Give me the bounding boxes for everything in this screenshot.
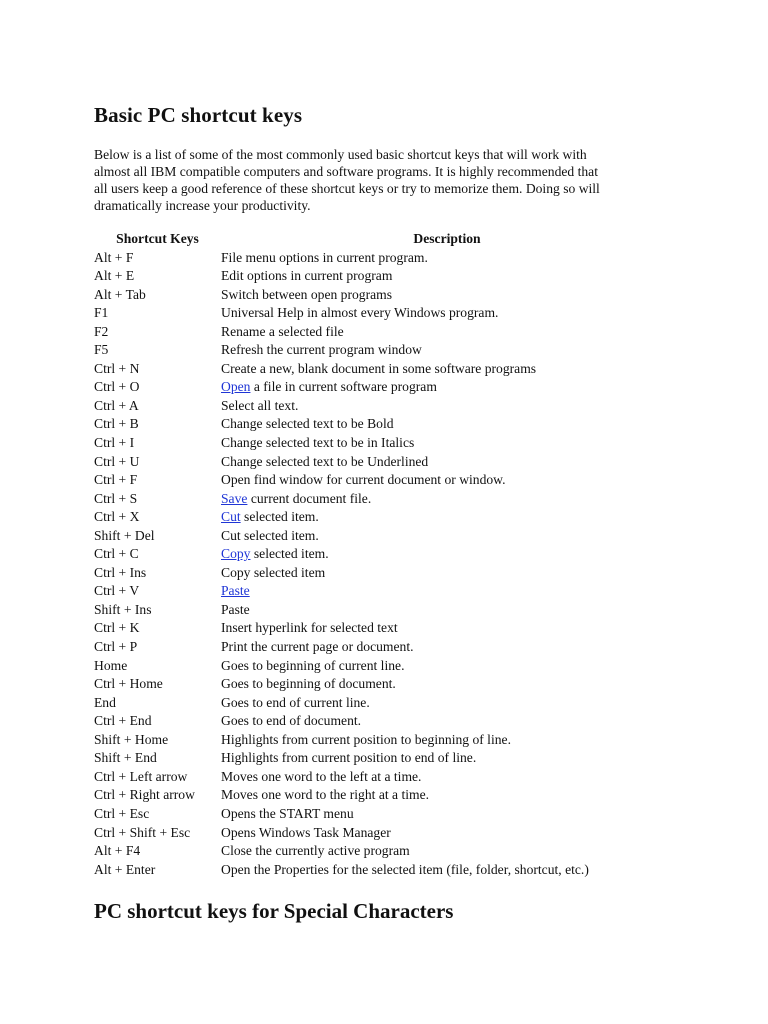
table-row xyxy=(94,397,673,416)
shortcut-key-cell: Ctrl + V xyxy=(94,583,140,599)
shortcut-key-cell: Ctrl + N xyxy=(94,360,140,376)
table-row xyxy=(94,694,673,713)
shortcut-key-cell: Alt + F4 xyxy=(94,843,141,859)
table-row xyxy=(94,341,673,360)
description-text: Universal Help in almost every Windows program. xyxy=(221,305,499,321)
shortcut-table xyxy=(94,230,673,879)
description-cell xyxy=(221,842,673,861)
description-text: Paste xyxy=(221,601,250,617)
description-cell xyxy=(221,360,673,379)
description-link[interactable]: Save xyxy=(221,490,248,506)
description-cell xyxy=(221,564,673,583)
shortcut-key-cell: F1 xyxy=(94,305,109,321)
description-text: Highlights from current position to beginning of line. xyxy=(221,731,511,747)
description-text: File menu options in current program. xyxy=(221,249,428,265)
description-cell xyxy=(221,805,673,824)
shortcut-key-cell: Ctrl + X xyxy=(94,509,140,525)
table-row xyxy=(94,378,673,397)
description-cell xyxy=(221,712,673,731)
shortcut-key-cell: Ctrl + O xyxy=(94,379,140,395)
intro-line: Below is a list of some of the most commonly used basic shortcut keys that will work with xyxy=(94,147,587,162)
shortcut-key-cell: Alt + F xyxy=(94,249,134,265)
description-text: Print the current page or document. xyxy=(221,639,414,655)
description-cell xyxy=(221,323,673,342)
shortcut-key-cell: Ctrl + B xyxy=(94,416,139,432)
table-row xyxy=(94,415,673,434)
description-cell xyxy=(221,545,673,564)
shortcut-key-cell: Ctrl + End xyxy=(94,713,152,729)
description-cell xyxy=(221,341,673,360)
table-row xyxy=(94,527,673,546)
description-cell xyxy=(221,824,673,843)
shortcut-key-cell: Ctrl + Ins xyxy=(94,564,147,580)
shortcut-key-cell: Ctrl + Home xyxy=(94,676,163,692)
description-cell xyxy=(221,786,673,805)
description-cell xyxy=(221,304,673,323)
shortcut-key-cell: F5 xyxy=(94,342,109,358)
shortcut-key-cell: Ctrl + S xyxy=(94,490,138,506)
description-cell xyxy=(221,378,673,397)
description-link[interactable]: Paste xyxy=(221,583,250,599)
header-description: Description xyxy=(413,231,481,246)
table-row xyxy=(94,824,673,843)
description-cell xyxy=(221,453,673,472)
shortcut-key-cell: Ctrl + K xyxy=(94,620,140,636)
description-cell xyxy=(221,582,673,601)
table-row xyxy=(94,601,673,620)
shortcut-key-cell: End xyxy=(94,694,116,710)
table-row xyxy=(94,582,673,601)
description-text: Open the Properties for the selected item (file, folder, shortcut, etc.) xyxy=(221,861,589,877)
description-cell xyxy=(221,638,673,657)
description-cell xyxy=(221,490,673,509)
description-cell xyxy=(221,749,673,768)
shortcut-key-cell: Ctrl + Esc xyxy=(94,805,150,821)
shortcut-key-cell: Alt + E xyxy=(94,268,135,284)
page-title: Basic PC shortcut keys xyxy=(94,103,303,127)
description-text: Create a new, blank document in some software programs xyxy=(221,360,537,376)
shortcut-key-cell: Ctrl + I xyxy=(94,435,135,451)
description-cell xyxy=(221,397,673,416)
shortcut-key-cell: Ctrl + P xyxy=(94,639,138,655)
description-text: Cut selected item. xyxy=(221,527,319,543)
table-row xyxy=(94,545,673,564)
table-row xyxy=(94,861,673,880)
table-row xyxy=(94,786,673,805)
shortcut-key-cell: Home xyxy=(94,657,128,673)
shortcut-key-cell: Ctrl + F xyxy=(94,472,138,488)
description-text: Goes to beginning of current line. xyxy=(221,657,405,673)
table-header-row xyxy=(94,230,673,249)
description-text: Refresh the current program window xyxy=(221,342,422,358)
table-row xyxy=(94,471,673,490)
description-text: Change selected text to be Underlined xyxy=(221,453,429,469)
description-cell xyxy=(221,768,673,787)
shortcut-key-cell: Ctrl + C xyxy=(94,546,139,562)
table-row xyxy=(94,768,673,787)
description-text: Goes to end of current line. xyxy=(221,694,370,710)
description-cell xyxy=(221,508,673,527)
table-row xyxy=(94,842,673,861)
description-text: Copy selected item xyxy=(221,564,326,580)
description-cell xyxy=(221,601,673,620)
table-row xyxy=(94,249,673,268)
intro-line: almost all IBM compatible computers and software programs. It is highly recommended that xyxy=(94,164,598,179)
table-row xyxy=(94,286,673,305)
description-cell xyxy=(221,731,673,750)
intro-paragraph xyxy=(94,146,684,214)
intro-line: all users keep a good reference of these shortcut keys or try to memorize them. Doing so will xyxy=(94,181,600,196)
description-text: Highlights from current position to end of line. xyxy=(221,750,477,766)
table-row xyxy=(94,749,673,768)
table-row xyxy=(94,712,673,731)
description-link[interactable]: Open xyxy=(221,379,251,395)
description-text: Change selected text to be in Italics xyxy=(221,435,415,451)
description-link[interactable]: Copy xyxy=(221,546,251,562)
table-row xyxy=(94,323,673,342)
shortcut-key-cell: Alt + Tab xyxy=(94,286,146,302)
shortcut-key-cell: Shift + Del xyxy=(94,527,155,543)
description-cell xyxy=(221,675,673,694)
description-text: selected item. xyxy=(240,509,319,525)
description-text: Opens Windows Task Manager xyxy=(221,824,391,840)
shortcut-key-cell: F2 xyxy=(94,323,109,339)
description-text: a file in current software program xyxy=(250,379,437,395)
table-row xyxy=(94,267,673,286)
description-cell xyxy=(221,434,673,453)
description-cell xyxy=(221,415,673,434)
shortcut-key-cell: Alt + Enter xyxy=(94,861,156,877)
description-cell xyxy=(221,471,673,490)
shortcut-key-cell: Ctrl + Left arrow xyxy=(94,768,188,784)
table-row xyxy=(94,657,673,676)
table-body xyxy=(94,249,673,880)
table-row xyxy=(94,434,673,453)
description-cell xyxy=(221,527,673,546)
table-row xyxy=(94,508,673,527)
description-cell xyxy=(221,286,673,305)
description-text: Insert hyperlink for selected text xyxy=(221,620,398,636)
header-shortcut-keys: Shortcut Keys xyxy=(116,231,199,246)
description-text: Edit options in current program xyxy=(221,268,393,284)
table-row xyxy=(94,490,673,509)
description-text: Select all text. xyxy=(221,397,299,413)
table-row xyxy=(94,619,673,638)
description-text: Opens the START menu xyxy=(221,805,354,821)
table-row xyxy=(94,731,673,750)
table-row xyxy=(94,564,673,583)
description-text: Switch between open programs xyxy=(221,286,393,302)
table-row xyxy=(94,805,673,824)
description-text: Open find window for current document or window. xyxy=(221,472,506,488)
shortcut-key-cell: Ctrl + Shift + Esc xyxy=(94,824,191,840)
description-text: selected item. xyxy=(250,546,329,562)
description-cell xyxy=(221,249,673,268)
description-cell xyxy=(221,694,673,713)
description-text: current document file. xyxy=(247,490,372,506)
shortcut-key-cell: Shift + End xyxy=(94,750,157,766)
description-cell xyxy=(221,657,673,676)
shortcut-key-cell: Shift + Home xyxy=(94,731,169,747)
description-cell xyxy=(221,861,673,880)
shortcut-key-cell: Shift + Ins xyxy=(94,601,152,617)
description-text: Close the currently active program xyxy=(221,843,410,859)
intro-line: dramatically increase your productivity. xyxy=(94,198,311,213)
table-row xyxy=(94,360,673,379)
description-text: Goes to end of document. xyxy=(221,713,362,729)
table-row xyxy=(94,675,673,694)
description-text: Rename a selected file xyxy=(221,323,344,339)
section-title-special-characters: PC shortcut keys for Special Characters xyxy=(94,899,454,923)
shortcut-key-cell: Ctrl + U xyxy=(94,453,140,469)
description-text: Moves one word to the right at a time. xyxy=(221,787,430,803)
description-link[interactable]: Cut xyxy=(221,509,241,525)
description-text: Change selected text to be Bold xyxy=(221,416,394,432)
table-row xyxy=(94,453,673,472)
table-row xyxy=(94,304,673,323)
description-cell xyxy=(221,267,673,286)
shortcut-key-cell: Ctrl + Right arrow xyxy=(94,787,195,803)
description-cell xyxy=(221,619,673,638)
shortcut-key-cell: Ctrl + A xyxy=(94,397,139,413)
description-text: Goes to beginning of document. xyxy=(221,676,396,692)
description-text: Moves one word to the left at a time. xyxy=(221,768,422,784)
table-row xyxy=(94,638,673,657)
